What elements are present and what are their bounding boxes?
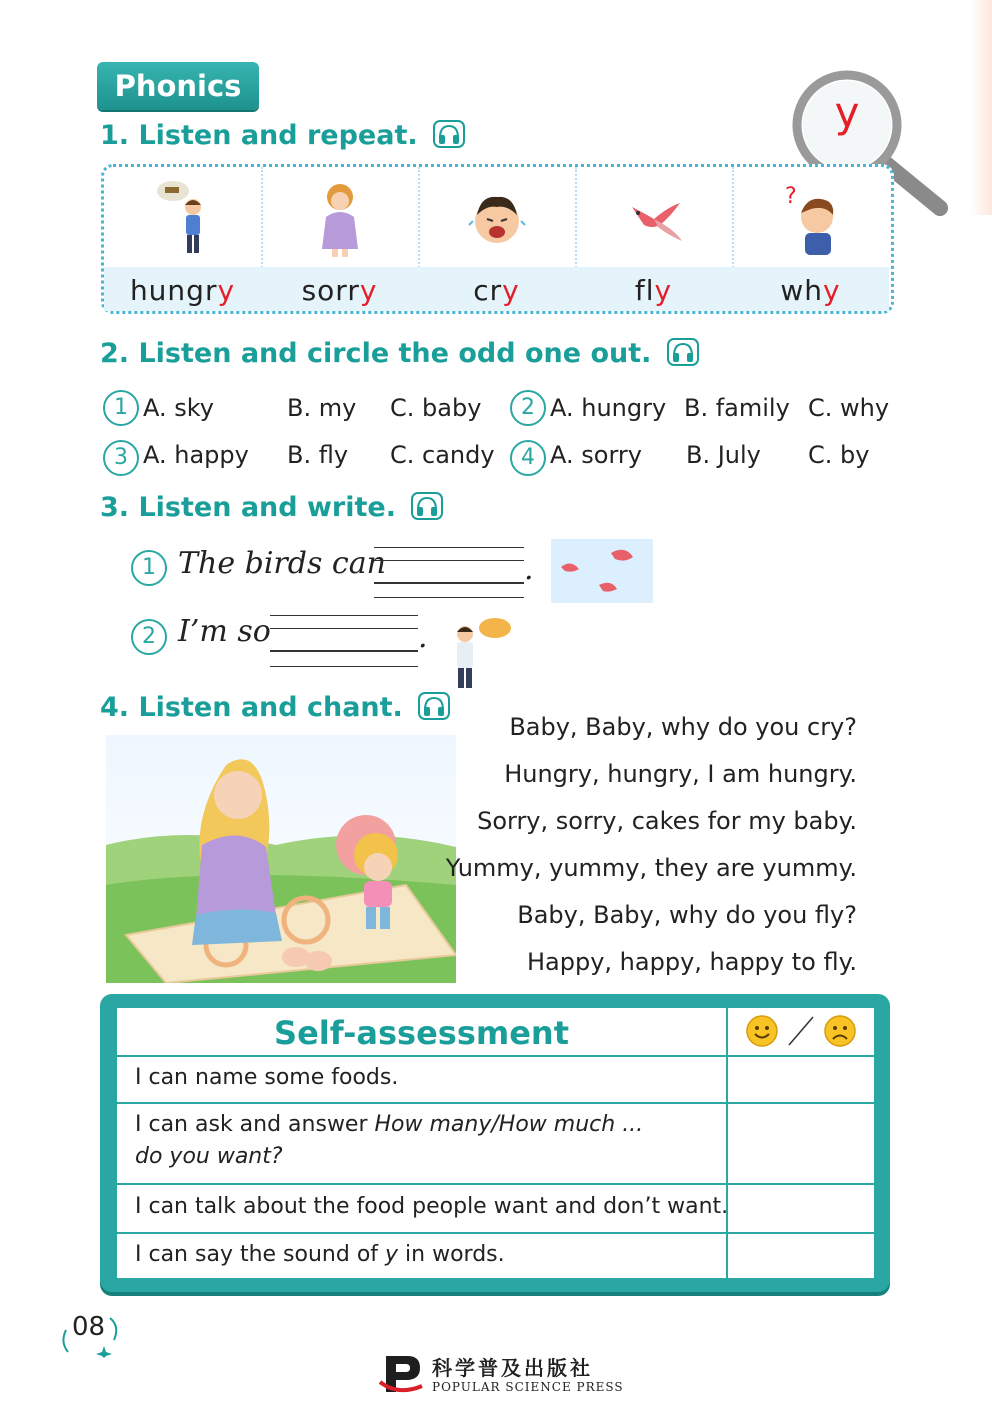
question-number: 3: [103, 440, 139, 476]
question-4: [510, 440, 546, 476]
question-number: 4: [510, 440, 546, 476]
hungry-boy-thinking-icon: [443, 612, 515, 694]
writing-line: [270, 666, 418, 667]
question-2: [510, 390, 546, 426]
smile-face-icon: [745, 1014, 779, 1048]
birds-flying-icon: [551, 539, 653, 603]
sorry-girl-icon: [310, 177, 370, 259]
section4-title: 4. Listen and chant.: [100, 692, 450, 723]
writing-line: [270, 628, 418, 629]
writing-baseline: [270, 650, 418, 652]
slash-divider-icon: [783, 1014, 819, 1048]
question-4-option-a: A. sorry: [550, 441, 642, 469]
word-label-cry: cry: [473, 274, 520, 307]
question-2-option-a: A. hungry: [550, 394, 667, 422]
headphones-icon: [667, 338, 699, 366]
self-assessment-title: Self-assessment: [274, 1014, 569, 1052]
self-assessment-panel: [100, 994, 890, 1292]
question-1: [103, 390, 139, 426]
word-card-why: [732, 167, 889, 311]
word-card-sorry: [261, 167, 420, 311]
focus-letter: y: [834, 88, 860, 137]
publisher-logo: [378, 1352, 424, 1396]
word-label-sorry: sorry: [301, 274, 378, 307]
headphones-icon: [411, 492, 443, 520]
write-item-1-number: 1: [131, 550, 167, 586]
headphones-icon: [418, 692, 450, 720]
self-assessment-table: [117, 1008, 874, 1278]
question-3-option-c: C. candy: [390, 441, 495, 469]
picnic-illustration: [106, 735, 456, 983]
word-card-cry: [418, 167, 577, 311]
assessment-statement-continued: do you want?: [135, 1144, 283, 1169]
question-3-option-a: A. happy: [143, 441, 249, 469]
question-3: [103, 440, 139, 476]
writing-line: [270, 615, 418, 616]
word-card-fly: [575, 167, 734, 311]
question-number: 1: [103, 390, 139, 426]
chant-line-2: Hungry, hungry, I am hungry.: [504, 760, 857, 788]
chant-line-3: Sorry, sorry, cakes for my baby.: [477, 807, 857, 835]
write-item-1-prompt: The birds can: [178, 546, 386, 581]
headphones-icon: [433, 120, 465, 148]
question-2-option-c: C. why: [808, 394, 890, 422]
section3-title: 3. Listen and write.: [100, 492, 443, 523]
page-number: 08: [72, 1312, 106, 1342]
crying-face-icon: [467, 177, 527, 259]
question-1-option-c: C. baby: [390, 394, 482, 422]
question-3-option-b: B. fly: [287, 441, 349, 469]
write-item-1-end: .: [524, 552, 534, 587]
self-assessment-row-4: [117, 1232, 874, 1278]
word-label-fly: fly: [634, 274, 673, 307]
write-item-2-prompt: I’m so: [178, 614, 271, 649]
flying-bird-icon: [624, 177, 684, 259]
write-item-2-end: .: [418, 620, 428, 655]
chant-line-4: Yummy, yummy, they are yummy.: [445, 854, 857, 882]
question-4-option-b: B. July: [686, 441, 761, 469]
word-label-hungry: hungry: [129, 274, 236, 307]
section1-title: 1. Listen and repeat.: [100, 120, 465, 151]
chant-line-1: Baby, Baby, why do you cry?: [509, 713, 857, 741]
assessment-statement: I can talk about the food people want and don’t want.: [135, 1194, 729, 1219]
word-box: [101, 164, 894, 314]
self-assessment-row-1: [117, 1055, 874, 1104]
assessment-statement: I can say the sound of y in words.: [135, 1242, 505, 1267]
writing-line: [374, 597, 524, 598]
question-1-option-b: B. my: [287, 394, 357, 422]
section2-title: 2. Listen and circle the odd one out.: [100, 338, 699, 369]
svg-text:?: ?: [784, 184, 797, 209]
writing-line: [374, 560, 524, 561]
page-edge-decoration: [970, 0, 992, 215]
publisher-name-cn: 科学普及出版社: [432, 1356, 593, 1380]
question-1-option-a: A. sky: [143, 394, 215, 422]
self-assessment-header: [117, 1008, 874, 1057]
writing-line: [374, 547, 524, 548]
sad-face-icon: [823, 1014, 857, 1048]
word-label-why: why: [780, 274, 841, 307]
writing-baseline: [374, 582, 524, 584]
self-assessment-row-3: [117, 1183, 874, 1234]
question-2-option-b: B. family: [684, 394, 790, 422]
chant-line-5: Baby, Baby, why do you fly?: [517, 901, 857, 929]
question-number: 2: [510, 390, 546, 426]
chant-line-6: Happy, happy, happy to fly.: [527, 948, 857, 976]
write-item-2-number: 2: [131, 619, 167, 655]
assessment-statement: I can name some foods.: [135, 1065, 399, 1090]
question-boy-icon: [781, 177, 841, 259]
phonics-badge: Phonics: [97, 62, 259, 110]
publisher-name-en: POPULAR SCIENCE PRESS: [432, 1380, 624, 1394]
word-card-hungry: [104, 167, 263, 311]
self-assessment-row-2: [117, 1102, 874, 1185]
question-4-option-c: C. by: [808, 441, 870, 469]
hungry-boy-icon: [153, 177, 213, 259]
assessment-statement: I can ask and answer How many/How much ...: [135, 1112, 644, 1137]
